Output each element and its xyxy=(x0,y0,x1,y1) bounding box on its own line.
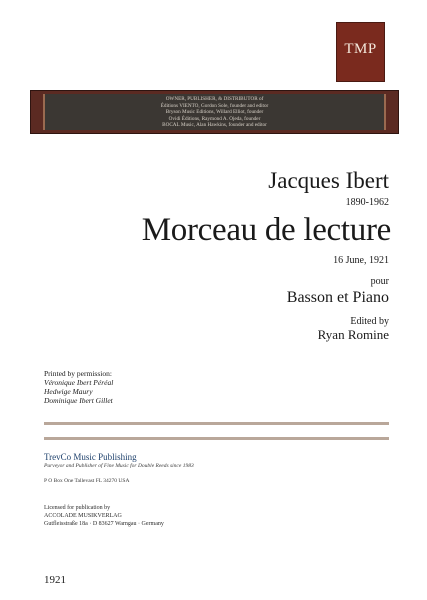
license-line: Licensed for publication by xyxy=(44,505,111,511)
permission-label: Printed by permission: xyxy=(44,369,112,378)
footer-rule-top xyxy=(44,422,389,425)
editor-name: Ryan Romine xyxy=(317,327,389,342)
work-date: 16 June, 1921 xyxy=(333,255,389,266)
banner-text xyxy=(45,96,384,129)
license-line: ACCOLADE MUSIKVERLAG xyxy=(44,513,122,519)
publisher-address: P O Box One Tallevast FL 34270 USA xyxy=(44,478,130,484)
edited-by-label: Edited by xyxy=(350,316,389,327)
permission-name: Hedwige Maury xyxy=(44,387,93,396)
catalog-number: 1921 xyxy=(44,574,66,586)
composer-dates: 1890-1962 xyxy=(345,197,389,208)
publisher-name: TrevCo Music Publishing xyxy=(44,452,137,462)
banner-line: BOCAL Music, Alan Hawkins, founder and editor xyxy=(162,122,267,129)
publisher-banner xyxy=(30,90,399,134)
banner-inner xyxy=(43,94,386,130)
work-title: Morceau de lecture xyxy=(141,212,391,248)
pour-label: pour xyxy=(370,276,389,287)
logo-text: TMP xyxy=(344,41,377,57)
publisher-tagline: Purveyor and Publisher of Fine Music for Double Reeds since 1983 xyxy=(44,463,194,469)
license-line: Gutfleisstraße 18a · D 83627 Warngau · Germany xyxy=(44,521,164,527)
composer-name: Jacques Ibert xyxy=(268,168,389,193)
banner-line: Ovidi Éditions, Raymond A. Ojeda, founder xyxy=(168,115,261,122)
license-block xyxy=(44,504,164,528)
footer-rule-bottom xyxy=(44,437,389,440)
instrumentation: Basson et Piano xyxy=(286,289,389,306)
permission-name: Dominique Ibert Gillet xyxy=(44,396,113,405)
banner-line: Éditions VIENTO, Gordon Sole, founder and editor xyxy=(160,102,269,109)
banner-line: OWNER, PUBLISHER, & DISTRIBUTOR of xyxy=(165,96,264,102)
publisher-logo xyxy=(336,22,385,82)
banner-line: Bryson Music Editions, Willard Elliot, founder xyxy=(165,109,264,116)
permission-block xyxy=(44,369,113,405)
permission-name: Véronique Ibert Péréal xyxy=(44,378,114,387)
